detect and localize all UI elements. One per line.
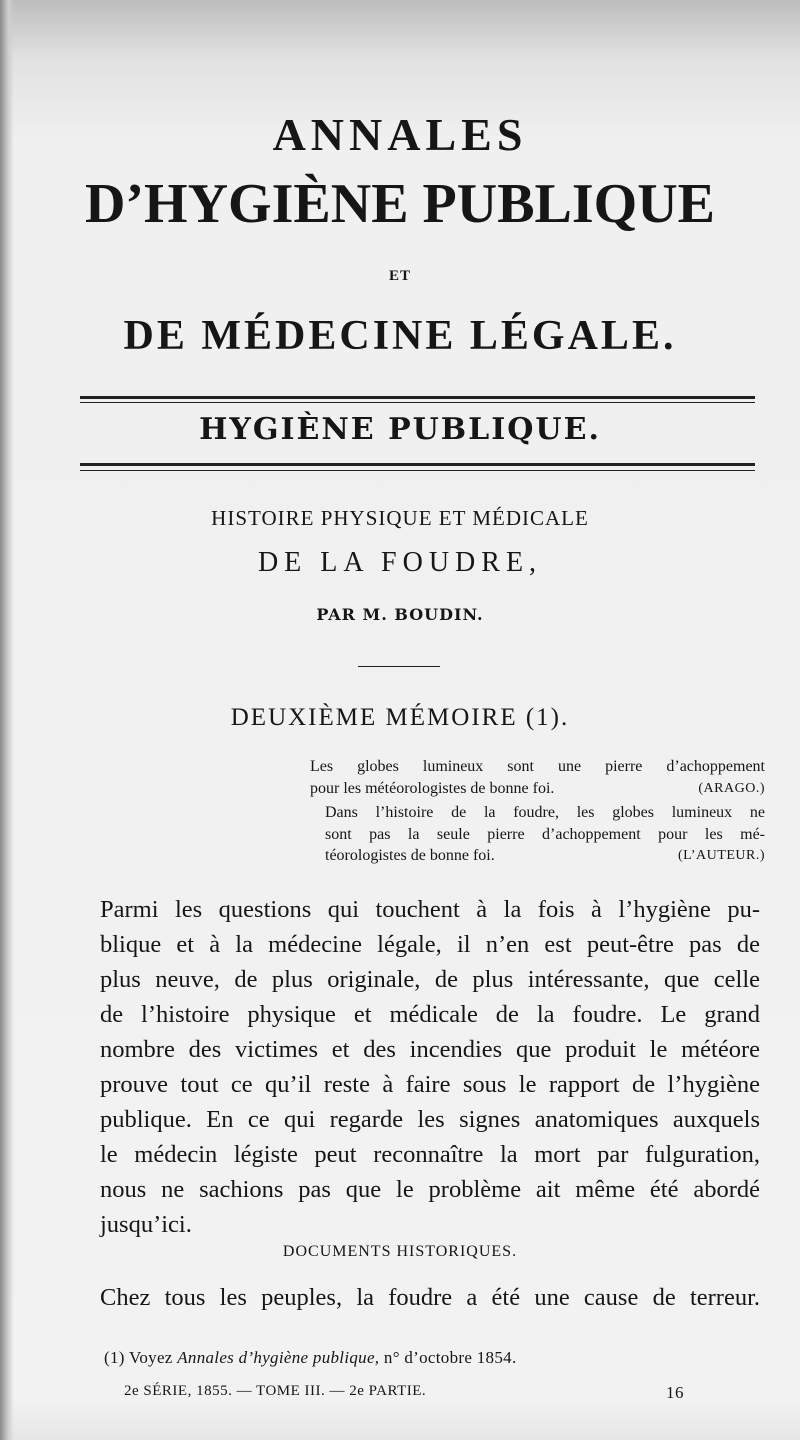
article-subtitle: DEUXIÈME MÉMOIRE (1).	[230, 704, 570, 731]
section-title: HYGIÈNE PUBLIQUE.	[199, 412, 601, 447]
footnote-journal: Annales d’hygiène publique,	[177, 1348, 380, 1367]
epigraph-last-line	[325, 845, 765, 867]
footnote-suffix: n° d’octobre 1854.	[383, 1348, 517, 1367]
top-rule-thick	[80, 396, 755, 399]
body-line: blique et à la médecine légale, il n’en est peut-être pas de	[100, 931, 760, 958]
body-paragraph-1	[100, 892, 760, 1242]
body-paragraph-2	[100, 1280, 760, 1315]
epigraph-line: pour les météorologistes de bonne foi.	[310, 779, 555, 797]
epigraph-auteur	[325, 802, 765, 867]
body-line: prouve tout ce qu’il reste à faire sous le rapport de l’hygiène	[100, 1071, 760, 1098]
body-line: publique. En ce qui regarde les signes anatomiques auxquels	[100, 1106, 760, 1133]
page-footer	[124, 1383, 684, 1403]
title-divider	[358, 666, 440, 667]
epigraph-line: Les globes lumineux sont une pierre d’achoppement	[310, 758, 765, 775]
footnote	[104, 1348, 724, 1368]
documents-heading: DOCUMENTS HISTORIQUES.	[282, 1243, 518, 1260]
epigraph-line: téorologistes de bonne foi.	[325, 847, 495, 864]
journal-title-annales: ANNALES	[272, 109, 528, 160]
body-line: nous ne sachions pas que le problème ait même été abordé	[100, 1176, 760, 1203]
footer-signature: 16	[666, 1383, 684, 1402]
epigraph-line: sont pas la seule pierre d’achoppement pour les mé-	[325, 825, 765, 843]
epigraph-arago	[310, 756, 765, 799]
article-title-line2: DE LA FOUDRE,	[257, 547, 543, 578]
epigraph-attribution: (ARAGO.)	[698, 780, 765, 796]
journal-title-medecine: DE MÉDECINE LÉGALE.	[123, 313, 677, 359]
body-line: jusqu’ici.	[100, 1211, 192, 1238]
epigraph-last-line	[310, 778, 765, 800]
footnote-prefix: (1) Voyez	[104, 1348, 173, 1367]
epigraph-line: Dans l’histoire de la foudre, les globes lumineux ne	[325, 804, 765, 821]
section-rule-thin	[80, 470, 755, 471]
article-author: PAR M. BOUDIN.	[316, 605, 484, 624]
footer-series: 2e SÉRIE, 1855. — TOME III. — 2e PARTIE.	[124, 1383, 427, 1399]
body-line: le médecin légiste peut reconnaître la mort par fulguration,	[100, 1141, 760, 1168]
body-line: plus neuve, de plus originale, de plus intéressante, que celle	[100, 966, 760, 993]
journal-title-hygiene: D’HYGIÈNE PUBLIQUE	[84, 173, 716, 235]
epigraph-attribution: (L’AUTEUR.)	[677, 848, 765, 863]
journal-title-et: ET	[388, 268, 411, 284]
body-line: de l’histoire physique et médicale de la foudre. Le grand	[100, 1001, 760, 1028]
body-line: nombre des victimes et des incendies que produit le météore	[100, 1036, 760, 1063]
section-rule-thick	[80, 463, 755, 466]
body-line: Chez tous les peuples, la foudre a été une cause de terreur.	[100, 1284, 760, 1311]
top-rule-thin	[80, 402, 755, 403]
article-title-line1: HISTOIRE PHYSIQUE ET MÉDICALE	[211, 506, 589, 530]
body-line: Parmi les questions qui touchent à la fois à l’hygiène pu-	[100, 896, 760, 923]
